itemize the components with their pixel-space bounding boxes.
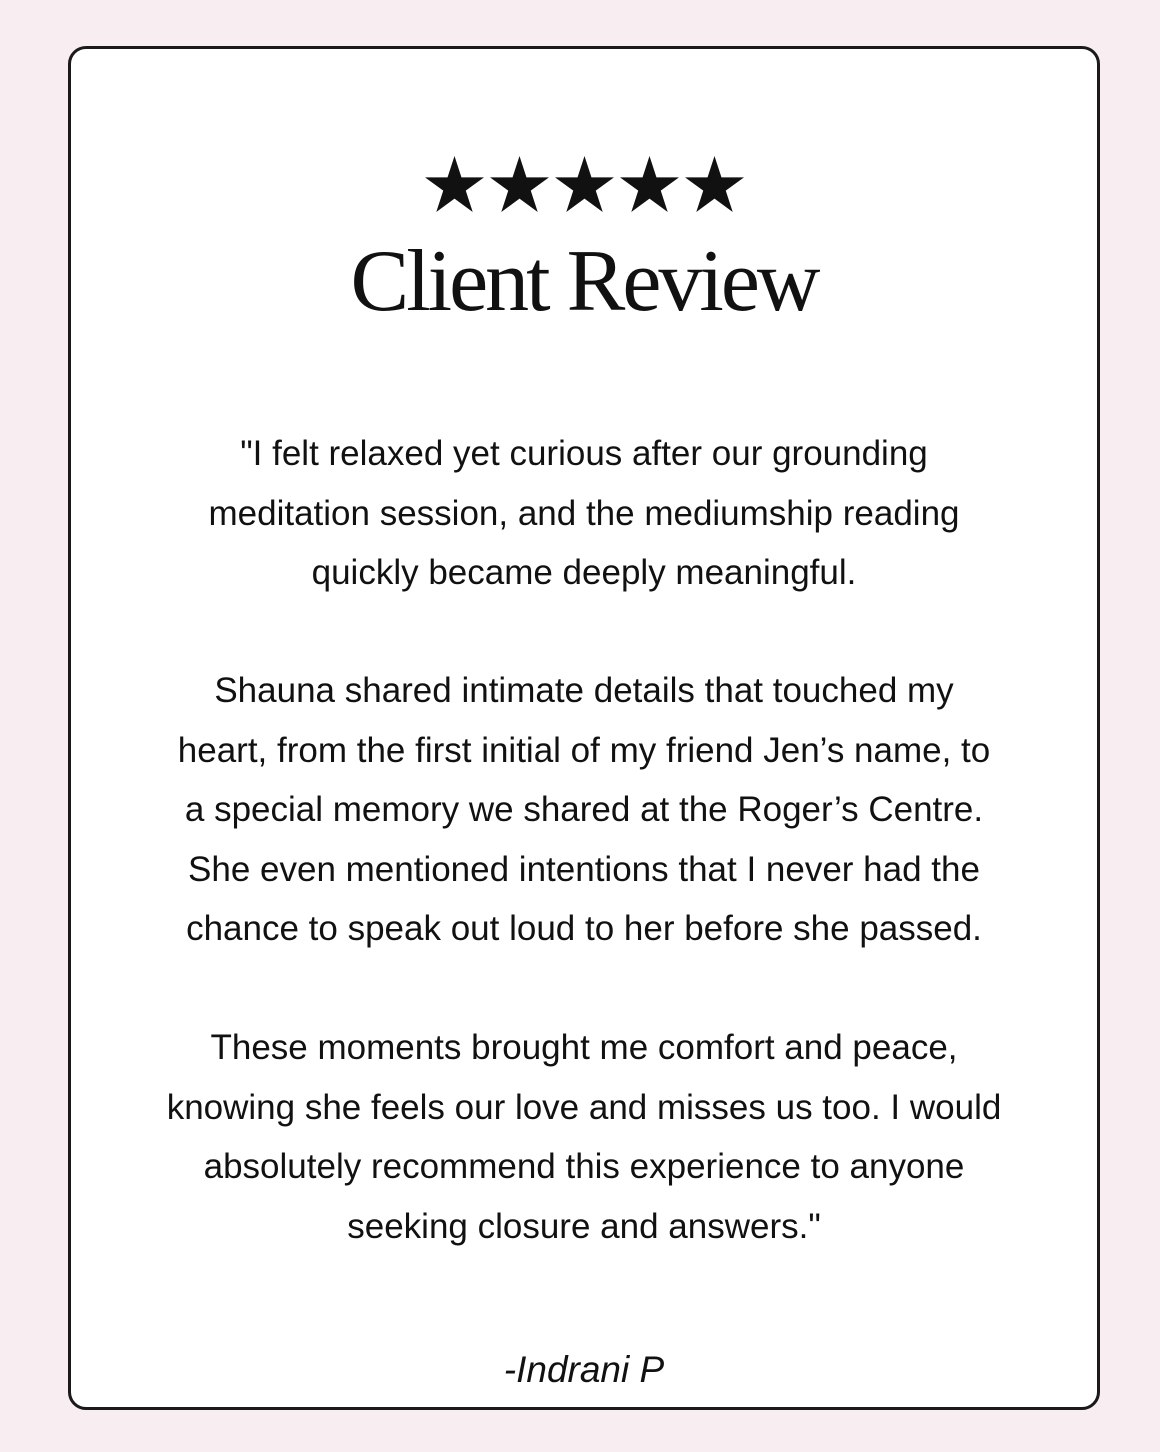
review-line: These moments brought me comfort and peace, xyxy=(210,1028,958,1067)
review-line: heart, from the first initial of my friend Jen’s name, to xyxy=(177,730,991,770)
review-line: knowing she feels our love and misses us too. I would xyxy=(166,1087,1002,1127)
review-line: She even mentioned intentions that I never had the xyxy=(188,849,980,889)
star-icon xyxy=(685,156,744,212)
review-paragraph-3 xyxy=(71,1018,1097,1256)
page-title: Client Review xyxy=(350,233,818,330)
review-line: chance to speak out loud to her before she passed. xyxy=(186,909,982,948)
review-paragraph-1 xyxy=(71,424,1097,603)
star-icon xyxy=(555,156,614,212)
star-icon xyxy=(620,156,679,212)
review-line: "I felt relaxed yet curious after our grounding xyxy=(240,434,928,473)
star-icon xyxy=(490,156,549,212)
review-line: meditation session, and the mediumship reading xyxy=(208,493,960,533)
star-rating xyxy=(71,156,1097,212)
review-line: absolutely recommend this experience to anyone xyxy=(203,1147,965,1186)
review-author: -Indrani P xyxy=(503,1349,665,1390)
review-line: quickly became deeply meaningful. xyxy=(311,553,857,592)
review-line: seeking closure and answers." xyxy=(347,1206,821,1246)
star-icon xyxy=(425,156,484,212)
review-line: Shauna shared intimate details that touched my xyxy=(214,671,954,710)
review-line: a special memory we shared at the Roger’s Centre. xyxy=(184,790,984,829)
review-paragraph-2 xyxy=(71,661,1097,959)
review-card xyxy=(68,46,1100,1410)
